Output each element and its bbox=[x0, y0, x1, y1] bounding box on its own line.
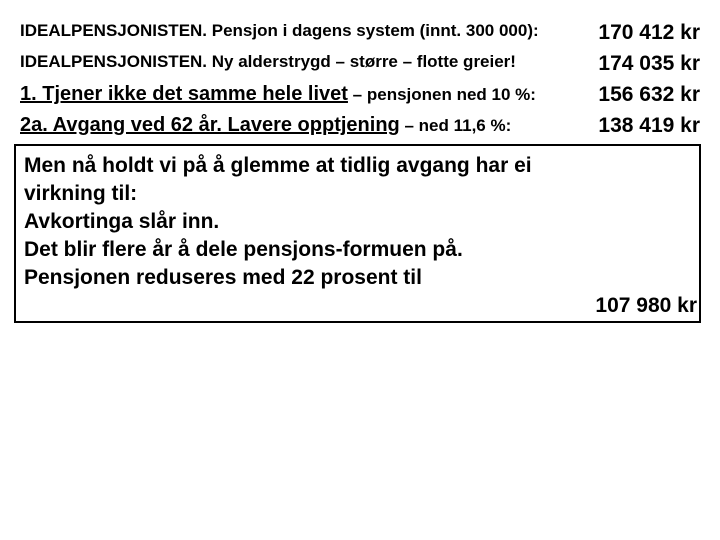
reduced-pension-total: 107 980 kr bbox=[595, 294, 697, 317]
box-line: Pensjonen reduseres med 22 prosent til bbox=[24, 266, 422, 289]
row-new-pension bbox=[14, 52, 700, 82]
row-label-main: 1. Tjener ikke det samme hele livet bbox=[20, 83, 348, 105]
row-value: 170 412 kr bbox=[598, 21, 700, 44]
row-label bbox=[20, 83, 536, 106]
row-label bbox=[20, 114, 511, 137]
reduction-box bbox=[14, 144, 701, 323]
row-value: 156 632 kr bbox=[598, 83, 700, 106]
row-label-rest: – pensjonen ned 10 %: bbox=[347, 85, 536, 104]
row-label: IDEALPENSJONISTEN. Pensjon i dagens system (innt. 300 000): bbox=[20, 21, 539, 40]
box-line: Avkortinga slår inn. bbox=[24, 210, 220, 233]
box-line: Men nå holdt vi på å glemme at tidlig avgang har ei bbox=[24, 154, 532, 177]
row-value: 138 419 kr bbox=[598, 114, 700, 137]
box-line: Det blir flere år å dele pensjons-formuen på. bbox=[24, 238, 463, 261]
row-value: 174 035 kr bbox=[598, 52, 700, 75]
row-label: IDEALPENSJONISTEN. Ny alderstrygd – større – flotte greier! bbox=[20, 52, 516, 71]
box-line: virkning til: bbox=[24, 182, 138, 205]
row-scenario-2a bbox=[14, 114, 700, 144]
row-label-main: 2a. Avgang ved 62 år. Lavere opptjening bbox=[20, 114, 400, 136]
row-label-rest: – ned 11,6 %: bbox=[399, 116, 512, 135]
row-scenario-1 bbox=[14, 83, 700, 113]
row-current-system bbox=[14, 21, 700, 51]
